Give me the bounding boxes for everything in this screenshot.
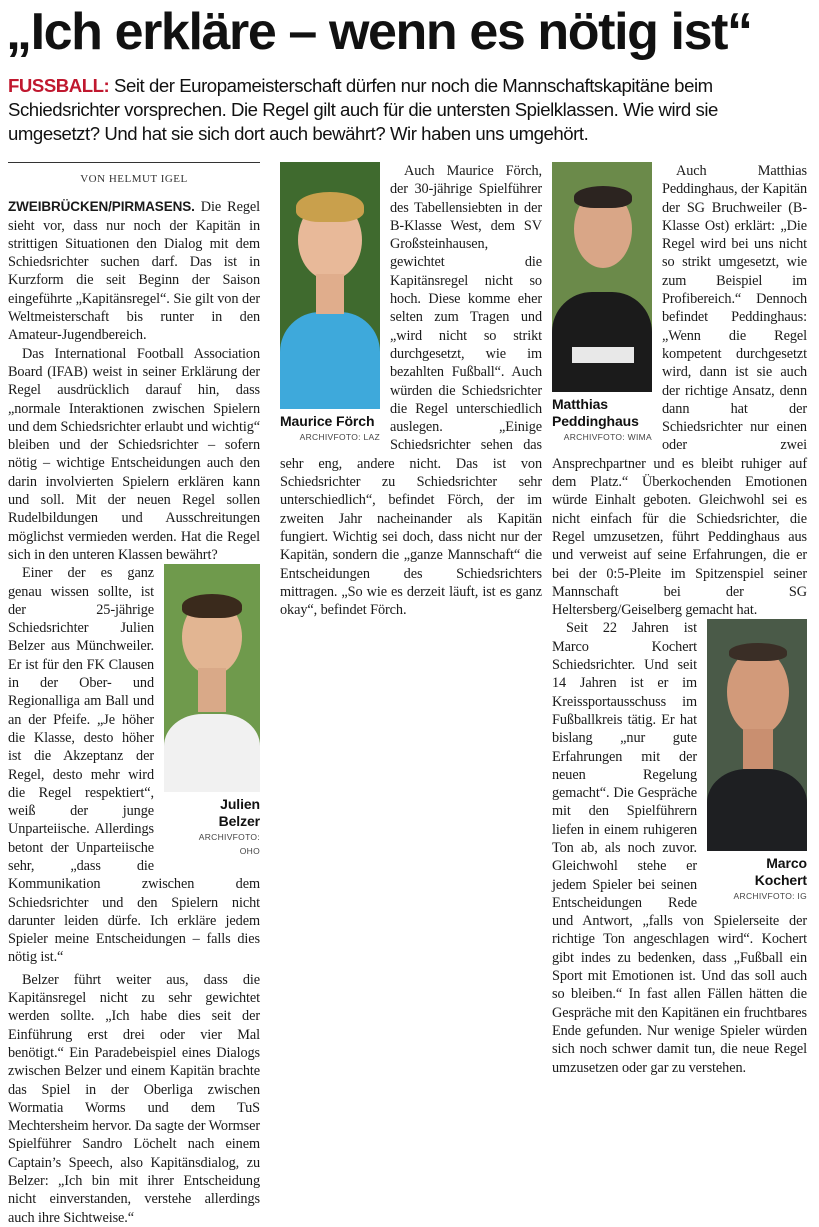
lead-text: Seit der Europameisterschaft dürfen nur noch die Mannschaftskapitäne beim Schiedsrichter vorsprechen. Die Regel gilt auch für die untersten Spielklassen. Wie wird sie umgesetzt? Und hat sie sich dort auch bewährt? Wir haben uns umgehört. [8, 75, 718, 144]
photo-peddinghaus [552, 162, 652, 392]
caption-foerch-credit: ARCHIVFOTO: LAZ [299, 432, 380, 442]
article-column-1 [8, 162, 260, 1227]
caption-kochert-credit: ARCHIVFOTO: IG [733, 891, 807, 902]
lead-kicker: FUSSBALL: [8, 75, 110, 96]
caption-foerch-name: Maurice Förch [280, 413, 375, 429]
paragraph-7-text: Seit 22 Jahren ist Marco Kochert Schiedsrichter. Und seit 14 Jahren ist er im Kreissportausschuss im Fußballkreis tätig. Er hat bislang „nur gute Erfahrungen mit der neuen Regelung gemacht“. Die Gespräche mit den Spielführern liefen in einem ruhigeren Ton ab, als noch zuvor. Gleichwohl stehe er jedem Spieler bei seinen Entscheidungen Rede und Antwort, „falls von Spielerseite der richtige Ton angeschlagen wird“. Kochert gibt indes zu bedenken, dass „Fußball ein Sport mit Emotionen ist. Und das soll auch so bleiben.“ In fast allen Fällen hätten die Gespräche mit den Kapitänen ein fruchtbares Ende gefunden. Nur wenige Spieler würden sich noch schwer damit tun, die neue Regel umzusetzen oder gar zu verstehen. [552, 620, 807, 1076]
caption-kochert-name: Marco Kochert [754, 855, 807, 889]
photo-belzer [164, 564, 260, 792]
caption-belzer-credit: ARCHIVFOTO: OHO [198, 832, 260, 857]
dateline: ZWEIBRÜCKEN/PIRMASENS. [8, 199, 195, 215]
photo-belzer-figure [164, 564, 260, 858]
paragraph-2: Das International Football Association Board (IFAB) weist in seiner Erklärung der Regel ausdrücklich darauf hin, dass „normale Interaktionen zwischen Spielern und dem Schiedsrichter erlaubt und wichtig“ bleiben und der Schiedsrichter – sofern nötig – wichtige Entscheidungen auch den darin involvierten Spielern erklären kann und soll. Mit der neuen Regel sollen Rudelbildungen und Ausschreitungen möglichst vermieden werden. Hat die Regel sich in den unteren Klassen bewährt? [8, 345, 260, 563]
caption-peddinghaus-credit: ARCHIVFOTO: WIMA [563, 432, 652, 442]
photo-foerch [280, 162, 380, 409]
paragraph-3-text: Einer der es ganz genau wissen sollte, ist der 25-jährige Schiedsrichter Julien Belzer aus Münchweiler. Er ist für den FK Clausen in der Ober- und Regionalliga am Ball und an der Pfeife. „Je höher die Klasse, desto höher ist die Akzeptanz der Regel, desto mehr wird die Regel respektiert“, weiß der junge Unparteiische. Allerdings betont der Unparteiische sehr, „dass die Kommunikation zwischen dem Schiedsrichter und den Spielern nicht darunter leiden dürfe. Ich erkläre jedem Spieler meine Entscheidungen – falls dies nötig ist.“ [8, 565, 260, 966]
paragraph-7 [552, 619, 807, 1076]
headline: „Ich erkläre – wenn es nötig ist“ [6, 3, 752, 61]
caption-peddinghaus-name: Matthias Peddinghaus [552, 396, 639, 429]
paragraph-1: Die Regel sieht vor, dass nur noch der Kapitän in strittigen Situationen den Dialog mit dem Schiedsrichter suchen darf. Das ist in Kurzform die seit Beginn der Saison eingeführte „Kapitänsregel“. Sie gilt von der Weltmeisterschaft bis runter in den Amateur-Jugendbereich. [8, 199, 260, 344]
lead [8, 74, 813, 146]
paragraph-5: Auch Maurice Förch, der 30-jährige Spielführer des Tabellensiebten in der B-Klasse West, dem SV Großsteinhausen, gewichtet die Kapitänsregel nicht so hoch. Diese komme eher selten zum Tragen und „wird nicht so strikt durchgesetzt, wie im bezahlten Fußball“. Auch würden die Schiedsrichter die Regel unterschiedlich auslegen. „Einige Schiedsrichter sehen das sehr eng, andere nicht. Das ist von Schiedsrichter zu Schiedsrichter sehr unterschiedlich“, befindet Förch, der im zweiten Jahr nacheinander als Kapitän fungiert. Wichtig sei doch, dass nicht nur der Kapitän, sondern die „ganze Mannschaft“ die Entscheidungen des Schiedsrichters mittragen. „So wie es derzeit läuft, ist es ganz okay“, befindet Förch. [280, 163, 542, 619]
caption-belzer-name: Julien Belzer [218, 796, 260, 830]
photo-peddinghaus-figure [552, 162, 652, 444]
photo-kochert [707, 619, 807, 851]
article-column-2 [280, 162, 542, 619]
photo-foerch-figure [280, 162, 380, 444]
photo-kochert-figure [707, 619, 807, 903]
paragraph-4: Belzer führt weiter aus, dass die Kapitänsregel nicht zu sehr gewichtet werden sollte. „Ich habe dies seit der Einführung erst drei oder vier Mal benötigt.“ Ein Paradebeispiel eines Dialogs zwischen Belzer und einem Kapitän brachte das Spiel in der Oberliga zwischen Wormatia Worms und dem TuS Mechtersheim hervor. Da sagte der Wormser Spielführer Sandro Löchelt nach einem Captain’s Speech, also Kapitänsdialog, zu Belzer: „Ich bin mit ihrer Entscheidung nicht einverstanden, verstehe allerdings auch ihre Sichtweise.“ [8, 971, 260, 1226]
paragraph-3 [8, 564, 260, 967]
paragraph-6: Auch Matthias Peddinghaus, der Kapitän der SG Bruchweiler (B-Klasse Ost) erklärt: „Die Regel wird bei uns nicht so strikt umgesetzt, wie zum Beispiel im Profibereich.“ Dennoch befindet Peddinghaus: „Wenn die Regel kompetent durchgesetzt wird, dann ist sie auch der richtige Ansatz, denn dann hat der Schiedsrichter nur einen oder zwei Ansprechpartner und es bleibt ruhiger auf dem Platz.“ Überkochenden Emotionen würde Einhalt geboten. Gleichwohl sei es nicht einfach für die Schiedsrichter, die Regel umzusetzen, führt Peddinghaus aus und verweist auf seine Erfahrungen, die er bei der 0:5-Pleite im Spitzenspiel seiner Mannschaft bei der SG Heltersberg/Geiselberg gemacht hat. [552, 163, 807, 619]
byline: VON HELMUT IGEL [8, 162, 260, 198]
article-column-3 [552, 162, 807, 1077]
